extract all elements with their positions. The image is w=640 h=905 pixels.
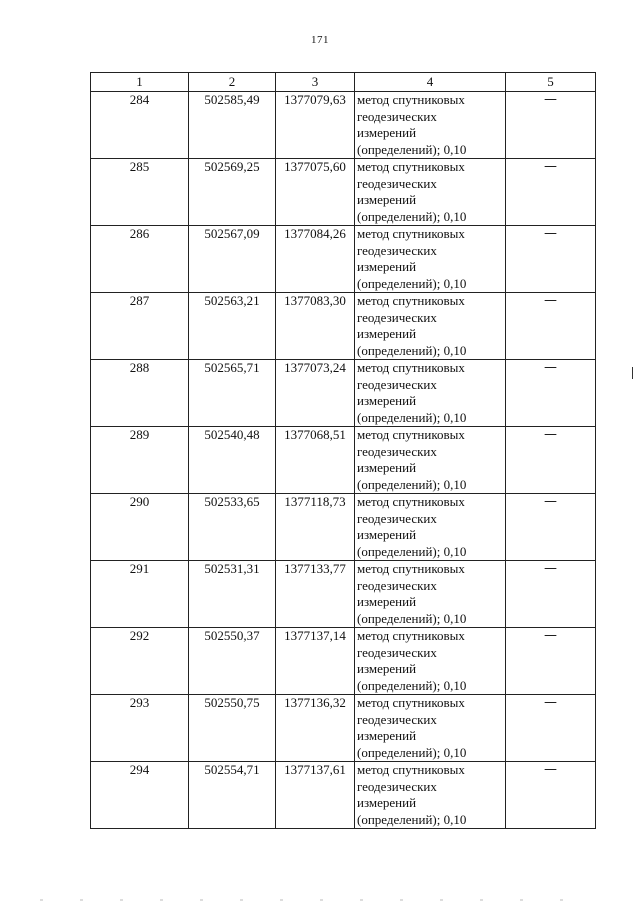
header-row xyxy=(91,73,596,92)
column-header-method: 4 xyxy=(355,73,506,92)
column-header-point-number: 1 xyxy=(91,73,189,92)
point-number-cell: 294 xyxy=(91,762,189,829)
method-line: метод спутниковых xyxy=(357,360,465,375)
coordinates-table xyxy=(90,72,596,829)
y-coordinate-cell: 1377073,24 xyxy=(276,360,355,427)
note-cell: — xyxy=(506,360,596,427)
y-coordinate-cell: 1377136,32 xyxy=(276,695,355,762)
margin-mark xyxy=(632,367,633,379)
method-cell xyxy=(355,494,506,561)
note-cell: — xyxy=(506,427,596,494)
method-line: метод спутниковых xyxy=(357,427,465,442)
method-line: (определений); 0,10 xyxy=(357,677,467,693)
point-number-cell: 287 xyxy=(91,293,189,360)
method-cell xyxy=(355,293,506,360)
method-line: измерений xyxy=(357,795,417,810)
x-coordinate-cell: 502550,75 xyxy=(189,695,276,762)
scan-artifact xyxy=(40,899,600,901)
method-line: измерений xyxy=(357,125,417,140)
method-line: метод спутниковых xyxy=(357,159,465,174)
note-cell: — xyxy=(506,628,596,695)
table-row xyxy=(91,494,596,561)
method-line: (определений); 0,10 xyxy=(357,275,467,291)
column-header-x: 2 xyxy=(189,73,276,92)
method-line: измерений xyxy=(357,594,417,609)
method-line: измерений xyxy=(357,661,417,676)
method-line: метод спутниковых xyxy=(357,494,465,509)
method-line: измерений xyxy=(357,393,417,408)
y-coordinate-cell: 1377084,26 xyxy=(276,226,355,293)
method-line: (определений); 0,10 xyxy=(357,744,467,760)
x-coordinate-cell: 502531,31 xyxy=(189,561,276,628)
x-coordinate-cell: 502554,71 xyxy=(189,762,276,829)
point-number-cell: 285 xyxy=(91,159,189,226)
method-line: геодезических xyxy=(357,376,437,392)
method-line: геодезических xyxy=(357,577,437,593)
method-line: измерений xyxy=(357,728,417,743)
method-line: геодезических xyxy=(357,510,437,526)
table-row xyxy=(91,561,596,628)
y-coordinate-cell: 1377137,61 xyxy=(276,762,355,829)
table-row xyxy=(91,92,596,159)
method-line: геодезических xyxy=(357,778,437,794)
note-cell: — xyxy=(506,92,596,159)
x-coordinate-cell: 502563,21 xyxy=(189,293,276,360)
note-cell: — xyxy=(506,226,596,293)
y-coordinate-cell: 1377118,73 xyxy=(276,494,355,561)
note-cell: — xyxy=(506,293,596,360)
point-number-cell: 284 xyxy=(91,92,189,159)
method-line: метод спутниковых xyxy=(357,695,465,710)
method-line: геодезических xyxy=(357,443,437,459)
method-line: измерений xyxy=(357,527,417,542)
method-line: метод спутниковых xyxy=(357,226,465,241)
table-row xyxy=(91,293,596,360)
method-line: (определений); 0,10 xyxy=(357,476,467,492)
method-line: (определений); 0,10 xyxy=(357,409,467,425)
method-line: (определений); 0,10 xyxy=(357,610,467,626)
method-line: (определений); 0,10 xyxy=(357,811,467,827)
method-line: геодезических xyxy=(357,175,437,191)
method-line: геодезических xyxy=(357,644,437,660)
method-cell xyxy=(355,92,506,159)
method-cell xyxy=(355,427,506,494)
method-cell xyxy=(355,159,506,226)
point-number-cell: 293 xyxy=(91,695,189,762)
column-header-y: 3 xyxy=(276,73,355,92)
note-cell: — xyxy=(506,561,596,628)
note-cell: — xyxy=(506,159,596,226)
note-cell: — xyxy=(506,695,596,762)
x-coordinate-cell: 502567,09 xyxy=(189,226,276,293)
table-row xyxy=(91,159,596,226)
x-coordinate-cell: 502550,37 xyxy=(189,628,276,695)
method-cell xyxy=(355,561,506,628)
point-number-cell: 289 xyxy=(91,427,189,494)
y-coordinate-cell: 1377133,77 xyxy=(276,561,355,628)
y-coordinate-cell: 1377075,60 xyxy=(276,159,355,226)
table-row xyxy=(91,762,596,829)
method-line: геодезических xyxy=(357,108,437,124)
table-row xyxy=(91,360,596,427)
table-body xyxy=(91,92,596,829)
method-line: измерений xyxy=(357,192,417,207)
x-coordinate-cell: 502569,25 xyxy=(189,159,276,226)
method-cell xyxy=(355,695,506,762)
method-line: измерений xyxy=(357,460,417,475)
x-coordinate-cell: 502565,71 xyxy=(189,360,276,427)
y-coordinate-cell: 1377137,14 xyxy=(276,628,355,695)
point-number-cell: 286 xyxy=(91,226,189,293)
method-cell xyxy=(355,360,506,427)
method-line: метод спутниковых xyxy=(357,293,465,308)
page-number: 171 xyxy=(311,34,329,46)
method-line: (определений); 0,10 xyxy=(357,208,467,224)
note-cell: — xyxy=(506,762,596,829)
table-row xyxy=(91,628,596,695)
method-line: (определений); 0,10 xyxy=(357,543,467,559)
x-coordinate-cell: 502585,49 xyxy=(189,92,276,159)
method-line: метод спутниковых xyxy=(357,92,465,107)
column-header-note: 5 xyxy=(506,73,596,92)
table-row xyxy=(91,695,596,762)
y-coordinate-cell: 1377083,30 xyxy=(276,293,355,360)
method-line: (определений); 0,10 xyxy=(357,141,467,157)
x-coordinate-cell: 502533,65 xyxy=(189,494,276,561)
method-line: геодезических xyxy=(357,711,437,727)
table-row xyxy=(91,427,596,494)
point-number-cell: 291 xyxy=(91,561,189,628)
x-coordinate-cell: 502540,48 xyxy=(189,427,276,494)
point-number-cell: 290 xyxy=(91,494,189,561)
y-coordinate-cell: 1377079,63 xyxy=(276,92,355,159)
note-cell: — xyxy=(506,494,596,561)
point-number-cell: 292 xyxy=(91,628,189,695)
method-cell xyxy=(355,762,506,829)
table-header xyxy=(91,73,596,92)
method-line: (определений); 0,10 xyxy=(357,342,467,358)
y-coordinate-cell: 1377068,51 xyxy=(276,427,355,494)
method-cell xyxy=(355,226,506,293)
table-row xyxy=(91,226,596,293)
method-cell xyxy=(355,628,506,695)
method-line: измерений xyxy=(357,259,417,274)
method-line: геодезических xyxy=(357,309,437,325)
point-number-cell: 288 xyxy=(91,360,189,427)
method-line: геодезических xyxy=(357,242,437,258)
method-line: метод спутниковых xyxy=(357,762,465,777)
method-line: измерений xyxy=(357,326,417,341)
method-line: метод спутниковых xyxy=(357,628,465,643)
method-line: метод спутниковых xyxy=(357,561,465,576)
